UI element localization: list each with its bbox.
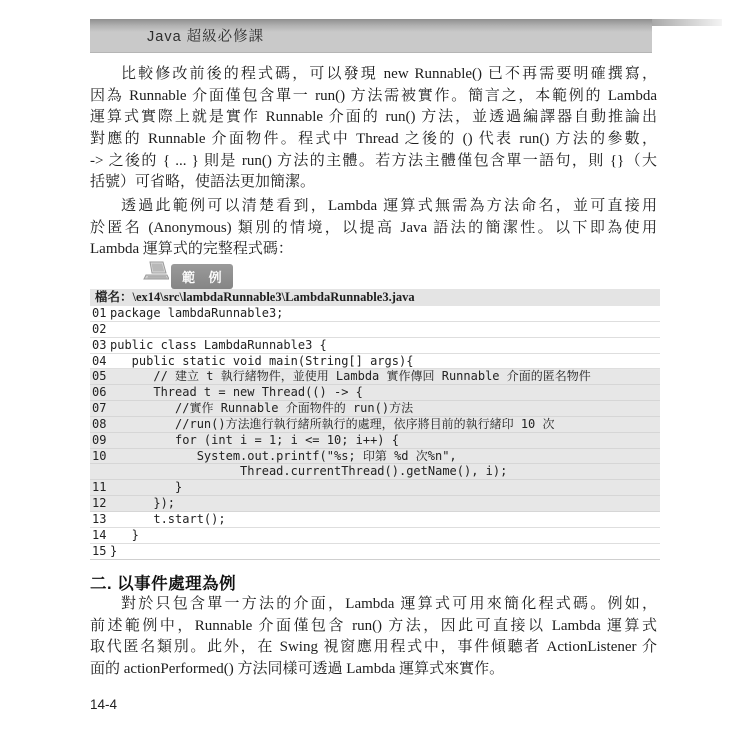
code-line-number: 02	[92, 321, 107, 336]
code-line	[90, 354, 660, 370]
code-line-number: 12	[92, 496, 107, 511]
page-number: 14-4	[90, 697, 118, 712]
header-bar-fade	[652, 19, 722, 26]
code-line	[90, 322, 660, 338]
code-line-number: 14	[92, 527, 107, 542]
code-line-text: }	[110, 480, 183, 495]
code-line-number: 09	[92, 432, 107, 447]
code-line-number: 07	[92, 401, 107, 416]
code-line-number: 15	[92, 543, 107, 558]
code-line-text: t.start();	[110, 511, 226, 526]
code-line-text: }	[110, 527, 139, 542]
code-filename-bar: 檔名：\ex14\src\lambdaRunnable3\LambdaRunnable3.java	[90, 289, 660, 306]
code-line-number	[90, 464, 110, 479]
paragraph-3	[90, 594, 657, 681]
code-line	[90, 449, 660, 465]
code-line	[90, 496, 660, 512]
paragraph-line: 對於只包含單一方法的介面，Lambda 運算式可用來簡化程式碼。例如，	[121, 596, 657, 612]
code-line-text: // 建立 t 執行緒物件，並使用 Lambda 實作傳回 Runnable 介面的匿名物件	[110, 369, 591, 384]
code-line-text: Thread t = new Thread(() -> {	[110, 385, 363, 400]
code-line-text: package lambdaRunnable3;	[110, 306, 284, 320]
paragraph-line: 前述範例中，Runnable 介面僅包含 run() 方法，因此可直接以 Lambda 運算式	[90, 617, 657, 634]
code-line-text: public static void main(String[] args){	[110, 353, 414, 368]
code-line	[90, 401, 660, 417]
paragraph-1	[90, 64, 657, 194]
paragraph-line: 因為 Runnable 介面僅包含單一 run() 方法需被實作。簡言之，本範例的 Lambda	[90, 87, 657, 104]
code-line-text: });	[110, 496, 176, 511]
paragraph-line: -> 之後的 { ... } 則是 run() 方法的主體。若方法主體僅包含單一語句，則 {}（大	[90, 152, 657, 169]
code-line-number: 04	[92, 353, 107, 368]
paragraph-2	[90, 196, 657, 261]
paragraph-line: 面的 actionPerformed() 方法同樣可透過 Lambda 運算式來實作。	[90, 661, 505, 678]
code-line-number: 05	[92, 369, 107, 384]
code-line-number: 08	[92, 416, 107, 431]
code-line-text: public class LambdaRunnable3 {	[110, 337, 327, 352]
code-line-number: 03	[92, 337, 107, 352]
code-line	[90, 306, 660, 322]
paragraph-line: 對應的 Runnable 介面物件。程式中 Thread 之後的 () 代表 run() 方法的參數，	[90, 131, 657, 148]
paragraph-line: 透過此範例可以清楚看到，Lambda 運算式無需為方法命名，並可直接用	[121, 198, 657, 214]
code-line-number: 13	[92, 511, 107, 526]
paragraph-line: 於匿名 (Anonymous) 類別的情境，以提高 Java 語法的簡潔性。以下即為使用	[90, 219, 657, 236]
code-line-text: for (int i = 1; i <= 10; i++) {	[110, 432, 399, 447]
paragraph-line: 括號）可省略，使語法更加簡潔。	[90, 174, 316, 191]
code-line-number: 01	[92, 306, 107, 320]
code-line-text: Thread.currentThread().getName(), i);	[110, 464, 508, 479]
paragraph-line: 比較修改前後的程式碼，可以發現 new Runnable() 已不再需要明確撰寫，	[121, 66, 657, 82]
code-listing	[90, 306, 660, 560]
paragraph-line: 運算式實際上就是實作 Runnable 介面的 run() 方法，並透過編譯器自動推論出	[90, 109, 657, 126]
code-line	[90, 528, 660, 544]
example-badge: 範 例	[171, 264, 233, 289]
code-line-text: //實作 Runnable 介面物件的 run()方法	[110, 401, 414, 416]
code-line	[90, 512, 660, 528]
paragraph-line: Lambda 運算式的完整程式碼：	[90, 241, 293, 258]
code-line-number: 10	[92, 448, 107, 463]
code-line-number: 06	[92, 385, 107, 400]
code-line-text: //run()方法進行執行緒所執行的處理，依序將目前的執行緒印 10 次	[110, 416, 555, 431]
page-title: Java 超級必修課	[147, 29, 265, 45]
code-line-text: System.out.printf("%s; 印第 %d 次%n",	[110, 448, 457, 463]
paragraph-line: 取代匿名類別。此外，在 Swing 視窗應用程式中，事件傾聽者 ActionListener 介	[90, 639, 657, 656]
code-line	[90, 417, 660, 433]
section-heading: 二. 以事件處理為例	[90, 575, 237, 593]
code-line-number: 11	[92, 480, 107, 495]
code-line	[90, 480, 660, 496]
code-line	[90, 544, 660, 560]
code-line-text: }	[110, 543, 118, 558]
code-line	[90, 433, 660, 449]
code-line	[90, 385, 660, 401]
laptop-icon	[143, 260, 169, 289]
code-line	[90, 464, 660, 480]
code-line	[90, 369, 660, 385]
example-tag	[143, 261, 233, 289]
chapter-header-bar	[90, 19, 652, 52]
code-line	[90, 338, 660, 354]
